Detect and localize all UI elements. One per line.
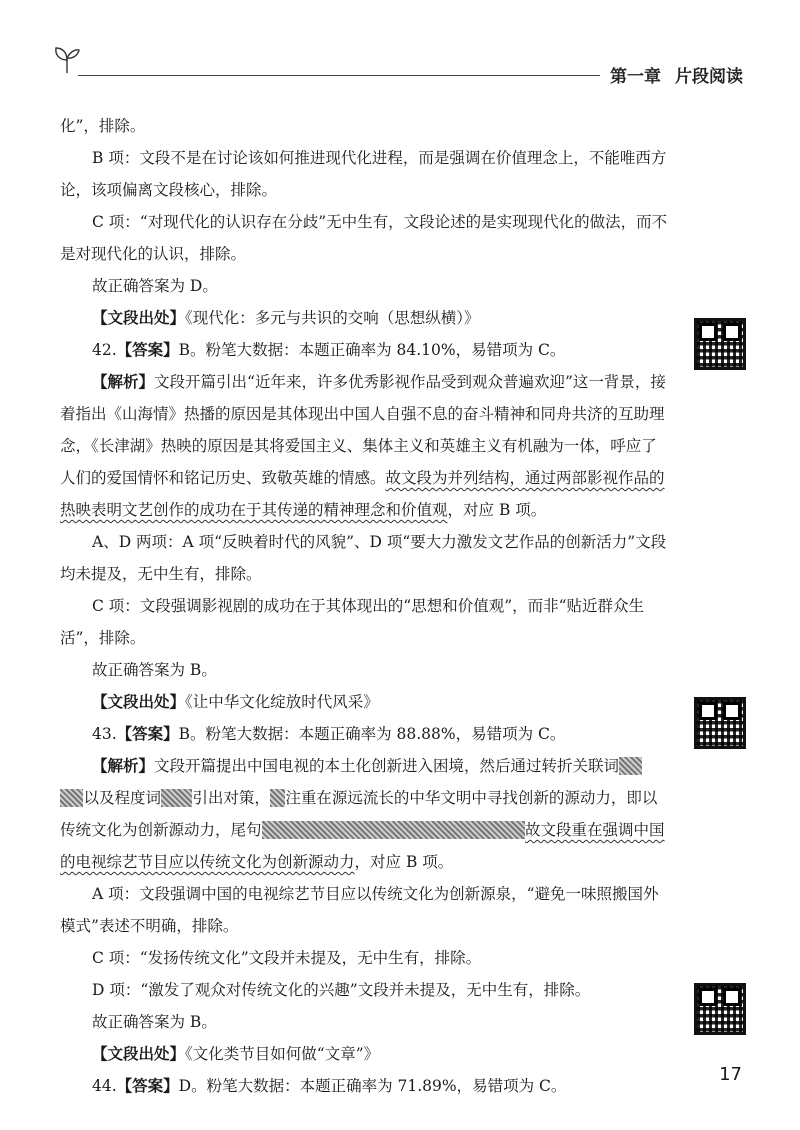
analysis-tag: 【解析】 — [92, 757, 155, 775]
question-number: 44. — [92, 1077, 117, 1095]
source-line — [60, 302, 672, 334]
answer-line — [60, 334, 672, 366]
question-number: 43. — [92, 725, 117, 743]
page-number: 17 — [719, 1064, 742, 1085]
answer-line — [60, 1070, 672, 1102]
answer-text: D。粉笔大数据：本题正确率为 71.89%，易错项为 C。 — [178, 1077, 567, 1095]
chapter-number: 第一章 — [610, 67, 661, 87]
analysis-tag: 【解析】 — [92, 373, 155, 391]
page-body — [60, 110, 672, 1102]
source-tag: 【文段出处】 — [92, 1045, 186, 1063]
paragraph: A 项：文段强调中国的电视综艺节目应以传统文化为创新源泉，“避免一味照搬国外模式”表述不明确，排除。 — [60, 885, 659, 935]
section-title: 片段阅读 — [675, 67, 743, 87]
analysis-paragraph — [60, 366, 672, 526]
paragraph: 故正确答案为 B。 — [92, 1013, 217, 1031]
answer-line — [60, 718, 672, 750]
analysis-text: 引出对策， — [192, 789, 270, 807]
masked-text — [270, 789, 286, 807]
answer-tag: 【答案】 — [116, 725, 179, 743]
masked-text — [161, 789, 192, 807]
chapter-title — [610, 62, 743, 87]
source-text: 《让中华文化绽放时代风采》 — [185, 693, 379, 711]
analysis-text: 以及程度词 — [83, 789, 161, 807]
page-header — [0, 0, 800, 100]
answer-tag: 【答案】 — [116, 1077, 179, 1095]
source-text: 《现代化：多元与共识的交响（思想纵横）》 — [185, 309, 480, 327]
underlined-conclusion: 故文段为并列结构，通过两部影视作品的热映表明文艺创作的成功在于其传递的精神理念和价值观 — [60, 469, 665, 519]
paragraph: B 项：文段不是在讨论该如何推进现代化进程，而是强调在价值理念上，不能唯西方论，该项偏离文段核心，排除。 — [60, 149, 667, 199]
header-rule — [78, 75, 600, 76]
qr-code-icon[interactable] — [694, 983, 746, 1035]
answer-tag: 【答案】 — [116, 341, 179, 359]
source-line — [60, 1038, 672, 1070]
paragraph: 故正确答案为 B。 — [92, 661, 217, 679]
analysis-text: 文段开篇提出中国电视的本土化创新进入困境，然后通过转折关联词 — [154, 757, 620, 775]
paragraph: 故正确答案为 D。 — [92, 277, 218, 295]
paragraph: A、D 两项：A 项“反映着时代的风貌”、D 项“要大力激发文艺作品的创新活力”文段均未提及，无中生有，排除。 — [60, 533, 667, 583]
analysis-end: ，对应 B 项。 — [447, 501, 547, 519]
source-tag: 【文段出处】 — [92, 693, 186, 711]
analysis-text: 注重在源远流长的中华文明中寻找创新的源动力，即以传统文化为创新源动力，尾句 — [60, 789, 658, 839]
analysis-paragraph — [60, 750, 672, 878]
paragraph: C 项：“发扬传统文化”文段并未提及，无中生有，排除。 — [92, 949, 482, 967]
source-tag: 【文段出处】 — [92, 309, 186, 327]
analysis-end: ，对应 B 项。 — [354, 853, 454, 871]
answer-text: B。粉笔大数据：本题正确率为 88.88%，易错项为 C。 — [178, 725, 566, 743]
question-number: 42. — [92, 341, 117, 359]
source-text: 《文化类节目如何做“文章”》 — [185, 1045, 380, 1063]
underlined-conclusion: 故文段重在强调中国的电视综艺节目应以传统文化为创新源动力 — [60, 821, 665, 871]
paragraph: C 项：文段强调影视剧的成功在于其体现出的“思想和价值观”，而非“贴近群众生活”，排除。 — [60, 597, 645, 647]
answer-text: B。粉笔大数据：本题正确率为 84.10%，易错项为 C。 — [178, 341, 566, 359]
source-line — [60, 686, 672, 718]
paragraph: 化”，排除。 — [60, 117, 146, 135]
masked-text — [262, 821, 526, 839]
qr-code-icon[interactable] — [694, 697, 746, 749]
paragraph: D 项：“激发了观众对传统文化的兴趣”文段并未提及，无中生有，排除。 — [92, 981, 591, 999]
paragraph: C 项：“对现代化的认识存在分歧”无中生有，文段论述的是实现现代化的做法，而不是对现代化的认识，排除。 — [60, 213, 668, 263]
analysis-text: 文段开篇引出“近年来，许多优秀影视作品受到观众普遍欢迎”这一背景，接着指出《山海情》热播的原因是其体现出中国人自强不息的奋斗精神和同舟共济的互助理念，《长津湖》热映的原因是其将爱国主义、集体主义和英雄主义有机融为一体，呼应了人们的爱国情怀和铭记历史、致敬英雄的情感。 — [60, 373, 666, 487]
qr-code-icon[interactable] — [694, 318, 746, 370]
leaf-icon — [54, 46, 80, 74]
